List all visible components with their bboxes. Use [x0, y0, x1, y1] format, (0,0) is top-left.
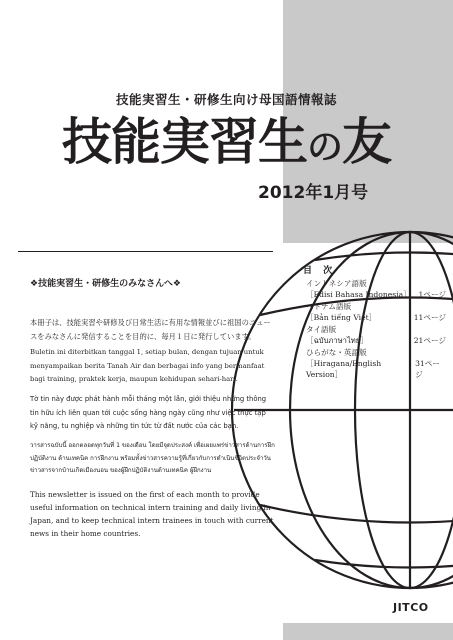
toc-item-label: ベトナム語版	[306, 302, 352, 311]
title-no: の	[306, 127, 342, 168]
toc-title: 目 次	[303, 266, 337, 276]
toc-item-label: インドネシア語版	[306, 279, 367, 288]
magazine-subtitle: 技能実習生・研修生向け母国語情報誌	[115, 92, 337, 107]
toc-item-page: 11ページ	[413, 313, 446, 322]
publisher-logo: JITCO	[393, 601, 429, 614]
magazine-title	[0, 112, 453, 178]
toc-item-vietnamese[interactable]	[306, 301, 446, 323]
toc-item-page: 1ページ	[418, 290, 446, 299]
title-main: 技能実習生	[61, 113, 307, 171]
toc-item-sublabel: ［Edisi Bahasa Indonesia］	[306, 290, 411, 299]
greeting-english: This newsletter is issued on the first of each month to provide useful information on technical intern training and daily living in Japan, and to keep technical intern trainees in touch with current news in their home countries.	[30, 490, 274, 538]
toc-item-hiragana-english[interactable]	[306, 347, 446, 380]
issue-date: 2012年1月号	[258, 183, 369, 203]
greeting-indonesian: Buletin ini diterbitkan tanggal 1, setiap bulan, dengan tujuan untuk menyampaikan berita Tanah Air dan berbagai info yang bermanfaat bagi training, praktek kerja, maupun kehidupan sehari-hari.	[30, 348, 265, 383]
toc-item-sublabel: ［Hiragana/English Version］	[306, 359, 382, 379]
toc-item-page: 31ページ	[415, 359, 440, 379]
toc-item-sublabel: ［Bản tiếng Việt］	[306, 313, 377, 322]
divider	[18, 251, 273, 252]
greeting-title: ❖技能実習生・研修生のみなさんへ❖	[30, 279, 181, 289]
title-end: 友	[342, 113, 391, 171]
toc-item-thai[interactable]	[306, 324, 446, 346]
greeting-thai: วารสารฉบับนี้ ออกตลอดทุกวันที่ 1 ของเดือน โดยมีจุดประสงค์ เพื่อเผยแพร่ข่าวสารด้านการฝึกปฏิบัติงาน ด้านเทคนิค การฝึกงาน พร้อมทั้งข่าวสารความรู้ที่เกี่ยวกับการดำเนินชีวิตประจำวัน ข่าวสารจากบ้านเกิดเมืองนอน ของผู้ฝึกปฏิบัติงานด้านเทคนิค ผู้ฝึกงาน	[30, 442, 275, 474]
toc-item-page: 21ページ	[413, 336, 446, 345]
greeting-japanese: 本冊子は、技能実習や研修及び日常生活に有用な情報並びに祖国のニュースをみなさんに発信することを目的に、毎月１日に発行しています。	[30, 318, 271, 341]
toc-item-label: ひらがな・英語版	[306, 348, 367, 357]
toc-item-label: タイ語版	[306, 325, 337, 334]
toc-item-indonesian[interactable]	[306, 278, 446, 300]
toc-item-sublabel: ［ฉบับภาษาไทย］	[306, 336, 368, 345]
greeting-vietnamese: Tờ tin này được phát hành mỗi tháng một lần, giới thiệu những thông tin hữu ích liên quan tới cuộc sống hàng ngày cũng như việc thực tập kỹ năng, tu nghiệp và những tin tức từ đất nước của các bạn.	[30, 395, 267, 430]
